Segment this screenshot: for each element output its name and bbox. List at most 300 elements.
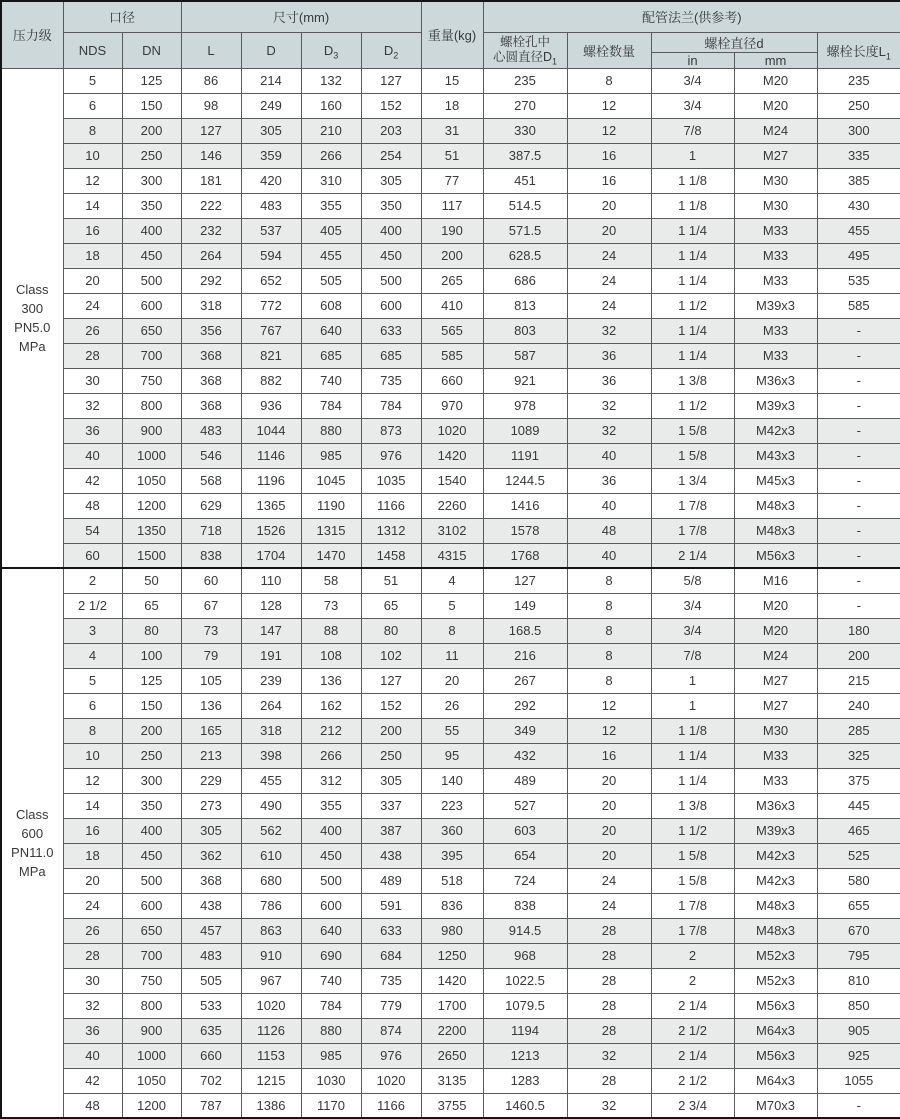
cell-d2: 305 (361, 168, 421, 193)
cell-nds: 28 (63, 343, 122, 368)
cell-d2: 387 (361, 818, 421, 843)
cell-bolt-count: 12 (567, 118, 651, 143)
cell-nds: 60 (63, 543, 122, 568)
cell-bolt-dia-mm: M36x3 (734, 793, 817, 818)
table-row (1, 418, 900, 443)
cell-bolt-dia-in: 7/8 (651, 643, 734, 668)
cell-bolt-count: 28 (567, 968, 651, 993)
cell-bolt-length-l1: 335 (817, 143, 900, 168)
cell-d: 537 (241, 218, 301, 243)
cell-l: 787 (181, 1093, 241, 1118)
cell-bolt-circle-d1: 432 (483, 743, 567, 768)
cell-d3: 136 (301, 668, 361, 693)
cell-weight: 8 (421, 618, 483, 643)
cell-d: 249 (241, 93, 301, 118)
cell-d2: 51 (361, 568, 421, 593)
cell-weight: 77 (421, 168, 483, 193)
cell-bolt-dia-mm: M42x3 (734, 843, 817, 868)
cell-dn: 900 (122, 1018, 181, 1043)
header-d3: $D_3$ (301, 32, 361, 68)
cell-weight: 980 (421, 918, 483, 943)
header-bolt-count: 螺栓数量 (567, 32, 651, 68)
cell-l: 368 (181, 343, 241, 368)
cell-d2: 1035 (361, 468, 421, 493)
cell-bolt-length-l1: 925 (817, 1043, 900, 1068)
cell-weight: 3102 (421, 518, 483, 543)
cell-nds: 12 (63, 168, 122, 193)
cell-nds: 40 (63, 443, 122, 468)
cell-bolt-dia-in: 1 5/8 (651, 418, 734, 443)
cell-bolt-dia-in: 1 5/8 (651, 443, 734, 468)
cell-bolt-circle-d1: 235 (483, 68, 567, 93)
cell-dn: 700 (122, 943, 181, 968)
cell-nds: 18 (63, 843, 122, 868)
cell-dn: 50 (122, 568, 181, 593)
table-row (1, 268, 900, 293)
cell-d3: 500 (301, 868, 361, 893)
cell-nds: 42 (63, 1068, 122, 1093)
cell-bolt-circle-d1: 921 (483, 368, 567, 393)
cell-bolt-length-l1: - (817, 393, 900, 418)
table-row (1, 943, 900, 968)
table-row (1, 918, 900, 943)
cell-d: 1146 (241, 443, 301, 468)
cell-nds: 2 (63, 568, 122, 593)
cell-d2: 976 (361, 443, 421, 468)
cell-bolt-circle-d1: 628.5 (483, 243, 567, 268)
header-bolt-dia-in: in (651, 52, 734, 68)
cell-weight: 518 (421, 868, 483, 893)
cell-dn: 800 (122, 393, 181, 418)
cell-bolt-dia-in: 5/8 (651, 568, 734, 593)
cell-dn: 1200 (122, 1093, 181, 1118)
header-l: L (181, 32, 241, 68)
cell-d3: 212 (301, 718, 361, 743)
cell-bolt-circle-d1: 149 (483, 593, 567, 618)
cell-l: 368 (181, 368, 241, 393)
cell-weight: 1540 (421, 468, 483, 493)
cell-l: 105 (181, 668, 241, 693)
table-row (1, 643, 900, 668)
cell-bolt-dia-in: 7/8 (651, 118, 734, 143)
cell-bolt-count: 24 (567, 293, 651, 318)
cell-weight: 4315 (421, 543, 483, 568)
table-row (1, 1043, 900, 1068)
table-row (1, 718, 900, 743)
cell-bolt-count: 40 (567, 493, 651, 518)
cell-weight: 3755 (421, 1093, 483, 1118)
cell-d3: 266 (301, 743, 361, 768)
cell-bolt-circle-d1: 587 (483, 343, 567, 368)
cell-bolt-dia-in: 3/4 (651, 68, 734, 93)
pressure-class-line: MPa (18, 338, 46, 354)
cell-nds: 54 (63, 518, 122, 543)
cell-l: 86 (181, 68, 241, 93)
cell-weight: 117 (421, 193, 483, 218)
cell-l: 181 (181, 168, 241, 193)
cell-bolt-circle-d1: 838 (483, 893, 567, 918)
cell-d3: 162 (301, 693, 361, 718)
cell-d3: 132 (301, 68, 361, 93)
cell-d3: 985 (301, 443, 361, 468)
cell-bolt-dia-mm: M39x3 (734, 818, 817, 843)
table-row (1, 193, 900, 218)
cell-d3: 880 (301, 418, 361, 443)
cell-nds: 36 (63, 1018, 122, 1043)
cell-weight: 223 (421, 793, 483, 818)
cell-weight: 1420 (421, 443, 483, 468)
cell-bolt-circle-d1: 1079.5 (483, 993, 567, 1018)
cell-dn: 450 (122, 843, 181, 868)
cell-bolt-dia-mm: M30 (734, 193, 817, 218)
cell-bolt-dia-in: 1 7/8 (651, 918, 734, 943)
table-row (1, 143, 900, 168)
cell-dn: 650 (122, 318, 181, 343)
cell-bolt-dia-mm: M70x3 (734, 1093, 817, 1118)
cell-d: 821 (241, 343, 301, 368)
cell-bolt-length-l1: 465 (817, 818, 900, 843)
cell-d3: 690 (301, 943, 361, 968)
cell-bolt-length-l1: 235 (817, 68, 900, 93)
cell-d3: 740 (301, 968, 361, 993)
cell-bolt-dia-in: 1 7/8 (651, 893, 734, 918)
cell-d3: 73 (301, 593, 361, 618)
cell-l: 232 (181, 218, 241, 243)
pressure-class-line: 600 (21, 826, 44, 841)
cell-dn: 500 (122, 268, 181, 293)
cell-d2: 779 (361, 993, 421, 1018)
cell-bolt-dia-mm: M39x3 (734, 293, 817, 318)
cell-l: 213 (181, 743, 241, 768)
cell-bolt-length-l1: - (817, 418, 900, 443)
table-row (1, 568, 900, 593)
cell-d3: 108 (301, 643, 361, 668)
cell-l: 165 (181, 718, 241, 743)
cell-bolt-dia-mm: M33 (734, 243, 817, 268)
cell-dn: 150 (122, 693, 181, 718)
cell-weight: 5 (421, 593, 483, 618)
cell-nds: 48 (63, 1093, 122, 1118)
cell-bolt-length-l1: 525 (817, 843, 900, 868)
table-row (1, 118, 900, 143)
cell-l: 273 (181, 793, 241, 818)
cell-nds: 5 (63, 68, 122, 93)
cell-nds: 42 (63, 468, 122, 493)
cell-l: 136 (181, 693, 241, 718)
cell-weight: 11 (421, 643, 483, 668)
cell-d3: 450 (301, 843, 361, 868)
cell-nds: 20 (63, 868, 122, 893)
cell-d2: 685 (361, 343, 421, 368)
cell-bolt-count: 16 (567, 143, 651, 168)
cell-bolt-dia-mm: M20 (734, 618, 817, 643)
cell-d: 1196 (241, 468, 301, 493)
cell-l: 702 (181, 1068, 241, 1093)
cell-bolt-length-l1: 375 (817, 768, 900, 793)
cell-bolt-length-l1: 430 (817, 193, 900, 218)
cell-bolt-count: 28 (567, 918, 651, 943)
cell-bolt-length-l1: - (817, 518, 900, 543)
cell-bolt-length-l1: - (817, 493, 900, 518)
cell-bolt-dia-in: 1 (651, 143, 734, 168)
cell-d: 1153 (241, 1043, 301, 1068)
table-row (1, 993, 900, 1018)
cell-l: 438 (181, 893, 241, 918)
cell-l: 635 (181, 1018, 241, 1043)
cell-bolt-count: 24 (567, 868, 651, 893)
cell-bolt-dia-mm: M20 (734, 93, 817, 118)
table-body (1, 68, 900, 1118)
cell-weight: 55 (421, 718, 483, 743)
cell-bolt-dia-in: 1 1/2 (651, 293, 734, 318)
header-d: D (241, 32, 301, 68)
cell-l: 368 (181, 868, 241, 893)
cell-d2: 633 (361, 918, 421, 943)
cell-bolt-circle-d1: 724 (483, 868, 567, 893)
cell-bolt-circle-d1: 803 (483, 318, 567, 343)
cell-bolt-count: 40 (567, 443, 651, 468)
cell-l: 264 (181, 243, 241, 268)
cell-bolt-dia-mm: M30 (734, 718, 817, 743)
cell-bolt-dia-in: 1 1/4 (651, 743, 734, 768)
cell-bolt-length-l1: 385 (817, 168, 900, 193)
cell-bolt-length-l1: - (817, 593, 900, 618)
cell-d3: 355 (301, 193, 361, 218)
cell-bolt-dia-in: 1 1/8 (651, 193, 734, 218)
cell-d: 214 (241, 68, 301, 93)
cell-bolt-count: 28 (567, 943, 651, 968)
cell-d2: 250 (361, 743, 421, 768)
cell-d2: 633 (361, 318, 421, 343)
cell-d: 594 (241, 243, 301, 268)
cell-d2: 350 (361, 193, 421, 218)
cell-nds: 14 (63, 193, 122, 218)
cell-l: 546 (181, 443, 241, 468)
table-row (1, 343, 900, 368)
cell-dn: 100 (122, 643, 181, 668)
cell-bolt-dia-in: 1 7/8 (651, 518, 734, 543)
cell-dn: 250 (122, 143, 181, 168)
cell-bolt-dia-mm: M64x3 (734, 1068, 817, 1093)
cell-d3: 1315 (301, 518, 361, 543)
cell-bolt-dia-in: 1 7/8 (651, 493, 734, 518)
cell-d: 359 (241, 143, 301, 168)
cell-d3: 312 (301, 768, 361, 793)
cell-l: 505 (181, 968, 241, 993)
cell-bolt-count: 32 (567, 418, 651, 443)
cell-nds: 24 (63, 893, 122, 918)
cell-bolt-length-l1: 810 (817, 968, 900, 993)
cell-bolt-circle-d1: 1191 (483, 443, 567, 468)
cell-bolt-dia-mm: M45x3 (734, 468, 817, 493)
cell-d: 128 (241, 593, 301, 618)
cell-weight: 3135 (421, 1068, 483, 1093)
cell-bolt-length-l1: 905 (817, 1018, 900, 1043)
cell-d: 610 (241, 843, 301, 868)
cell-bolt-length-l1: 655 (817, 893, 900, 918)
table-row (1, 518, 900, 543)
cell-bolt-circle-d1: 978 (483, 393, 567, 418)
cell-l: 483 (181, 943, 241, 968)
cell-bolt-count: 20 (567, 793, 651, 818)
cell-bolt-dia-in: 1 3/8 (651, 368, 734, 393)
cell-nds: 3 (63, 618, 122, 643)
cell-weight: 2260 (421, 493, 483, 518)
header-dn: DN (122, 32, 181, 68)
cell-bolt-dia-in: 1 1/4 (651, 768, 734, 793)
cell-bolt-length-l1: 585 (817, 293, 900, 318)
cell-dn: 900 (122, 418, 181, 443)
cell-weight: 836 (421, 893, 483, 918)
cell-bolt-circle-d1: 654 (483, 843, 567, 868)
cell-d2: 500 (361, 268, 421, 293)
cell-bolt-dia-mm: M56x3 (734, 543, 817, 568)
cell-bolt-circle-d1: 1578 (483, 518, 567, 543)
cell-d2: 1166 (361, 493, 421, 518)
cell-bolt-dia-mm: M42x3 (734, 868, 817, 893)
cell-bolt-dia-mm: M56x3 (734, 993, 817, 1018)
cell-bolt-dia-mm: M24 (734, 643, 817, 668)
cell-dn: 150 (122, 93, 181, 118)
cell-dn: 1050 (122, 468, 181, 493)
cell-bolt-dia-mm: M20 (734, 68, 817, 93)
pressure-class-cell (1, 68, 63, 568)
table-row (1, 93, 900, 118)
cell-d2: 591 (361, 893, 421, 918)
cell-d2: 203 (361, 118, 421, 143)
cell-d: 882 (241, 368, 301, 393)
cell-bolt-count: 20 (567, 768, 651, 793)
cell-d3: 985 (301, 1043, 361, 1068)
cell-d3: 505 (301, 268, 361, 293)
cell-bolt-length-l1: 250 (817, 93, 900, 118)
cell-bolt-count: 28 (567, 1068, 651, 1093)
table-row (1, 1093, 900, 1118)
cell-l: 568 (181, 468, 241, 493)
cell-weight: 1250 (421, 943, 483, 968)
header-bolt-dia: 螺栓直径d (651, 32, 817, 52)
cell-d3: 740 (301, 368, 361, 393)
cell-nds: 24 (63, 293, 122, 318)
cell-bolt-count: 32 (567, 1043, 651, 1068)
cell-d2: 305 (361, 768, 421, 793)
cell-bolt-length-l1: - (817, 468, 900, 493)
cell-weight: 200 (421, 243, 483, 268)
cell-bolt-length-l1: - (817, 368, 900, 393)
cell-d3: 784 (301, 993, 361, 1018)
table-row (1, 68, 900, 93)
cell-bolt-dia-mm: M36x3 (734, 368, 817, 393)
cell-d: 147 (241, 618, 301, 643)
cell-bolt-circle-d1: 1283 (483, 1068, 567, 1093)
cell-nds: 32 (63, 993, 122, 1018)
cell-weight: 360 (421, 818, 483, 843)
cell-d3: 608 (301, 293, 361, 318)
cell-d2: 400 (361, 218, 421, 243)
cell-bolt-count: 36 (567, 343, 651, 368)
cell-bolt-count: 36 (567, 468, 651, 493)
cell-dn: 350 (122, 193, 181, 218)
cell-bolt-count: 20 (567, 843, 651, 868)
header-diameter-group: 口径 (63, 1, 181, 32)
cell-bolt-dia-mm: M52x3 (734, 943, 817, 968)
cell-d2: 976 (361, 1043, 421, 1068)
cell-bolt-dia-mm: M33 (734, 343, 817, 368)
cell-nds: 32 (63, 393, 122, 418)
pressure-class-line: PN5.0 (14, 319, 51, 335)
header-pressure-class: 压力级 (1, 1, 63, 68)
cell-dn: 500 (122, 868, 181, 893)
cell-d: 318 (241, 718, 301, 743)
cell-weight: 565 (421, 318, 483, 343)
cell-l: 356 (181, 318, 241, 343)
cell-weight: 2200 (421, 1018, 483, 1043)
cell-bolt-dia-mm: M20 (734, 593, 817, 618)
cell-d: 910 (241, 943, 301, 968)
cell-bolt-dia-in: 2 (651, 968, 734, 993)
cell-dn: 700 (122, 343, 181, 368)
cell-d2: 873 (361, 418, 421, 443)
cell-weight: 1420 (421, 968, 483, 993)
cell-d: 483 (241, 193, 301, 218)
cell-bolt-count: 24 (567, 268, 651, 293)
cell-dn: 800 (122, 993, 181, 1018)
cell-bolt-dia-in: 1 (651, 668, 734, 693)
cell-bolt-circle-d1: 514.5 (483, 193, 567, 218)
cell-bolt-circle-d1: 168.5 (483, 618, 567, 643)
cell-bolt-dia-in: 1 1/4 (651, 343, 734, 368)
cell-bolt-circle-d1: 603 (483, 818, 567, 843)
cell-dn: 650 (122, 918, 181, 943)
cell-weight: 190 (421, 218, 483, 243)
cell-dn: 1050 (122, 1068, 181, 1093)
header-size-group: 尺寸(mm) (181, 1, 421, 32)
cell-bolt-dia-in: 1 1/4 (651, 218, 734, 243)
cell-bolt-count: 28 (567, 993, 651, 1018)
cell-d: 767 (241, 318, 301, 343)
cell-bolt-length-l1: 445 (817, 793, 900, 818)
cell-d: 398 (241, 743, 301, 768)
cell-weight: 395 (421, 843, 483, 868)
cell-weight: 1020 (421, 418, 483, 443)
cell-nds: 14 (63, 793, 122, 818)
cell-dn: 1500 (122, 543, 181, 568)
cell-l: 368 (181, 393, 241, 418)
cell-bolt-circle-d1: 813 (483, 293, 567, 318)
table-row (1, 393, 900, 418)
cell-bolt-count: 24 (567, 893, 651, 918)
cell-bolt-count: 36 (567, 368, 651, 393)
pressure-class-cell (1, 568, 63, 1118)
cell-l: 292 (181, 268, 241, 293)
cell-bolt-dia-mm: M27 (734, 668, 817, 693)
cell-dn: 250 (122, 743, 181, 768)
cell-bolt-count: 8 (567, 668, 651, 693)
cell-bolt-circle-d1: 686 (483, 268, 567, 293)
cell-d3: 400 (301, 818, 361, 843)
cell-bolt-dia-in: 1 1/4 (651, 268, 734, 293)
cell-weight: 31 (421, 118, 483, 143)
cell-d3: 600 (301, 893, 361, 918)
cell-bolt-circle-d1: 1089 (483, 418, 567, 443)
cell-bolt-dia-in: 2 1/4 (651, 543, 734, 568)
table-row (1, 293, 900, 318)
cell-nds: 6 (63, 693, 122, 718)
cell-bolt-dia-mm: M33 (734, 743, 817, 768)
cell-d: 1386 (241, 1093, 301, 1118)
cell-bolt-circle-d1: 571.5 (483, 218, 567, 243)
cell-bolt-dia-in: 1 1/8 (651, 168, 734, 193)
